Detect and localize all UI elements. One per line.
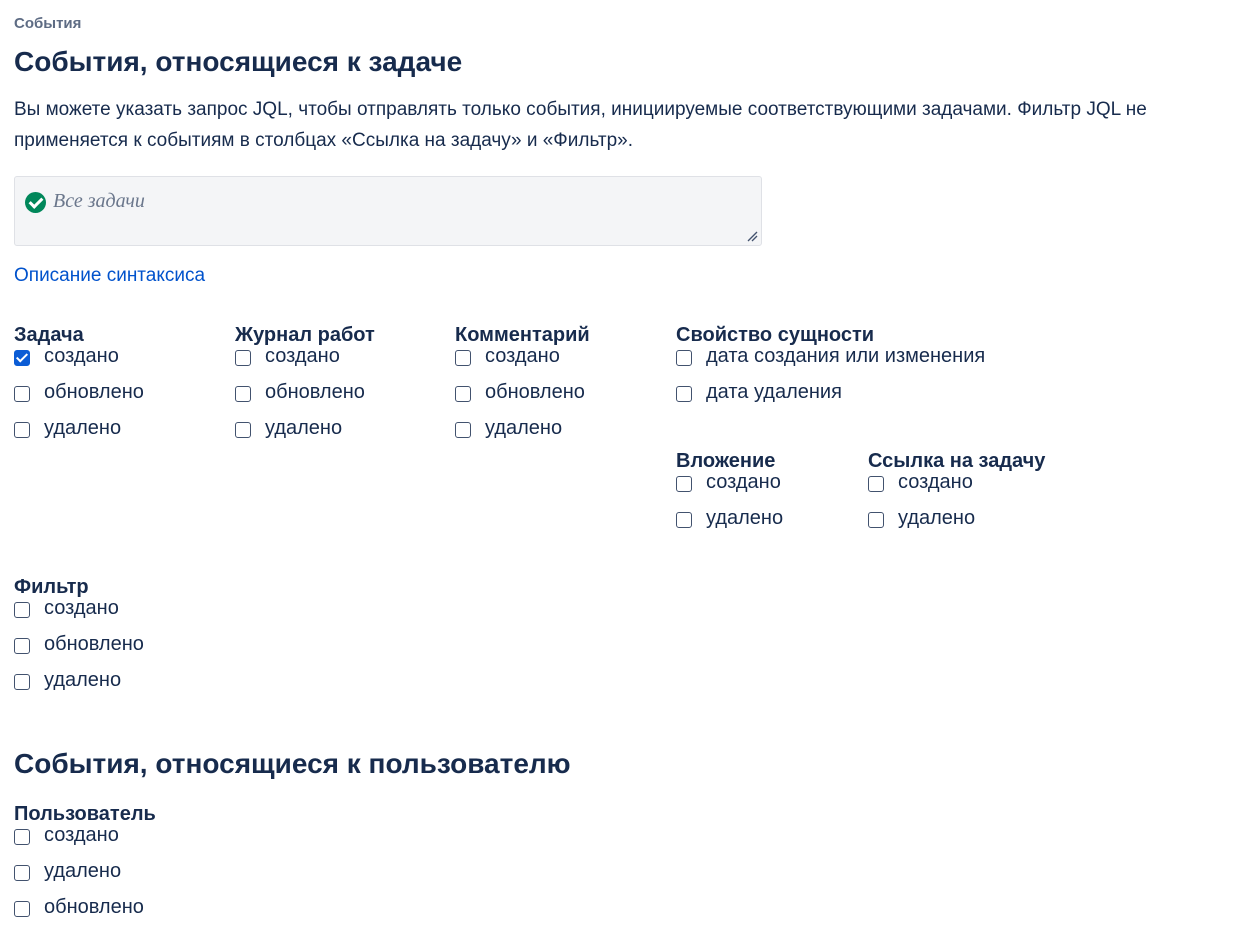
issue-events-heading: События, относящиеся к задаче [14,46,463,77]
checkbox[interactable] [676,476,692,492]
checkbox-row[interactable] [868,507,1045,548]
checkbox-label[interactable]: удалено [44,417,122,439]
section-label: События [14,15,82,32]
group-title: Свойство сущности [676,324,875,346]
group-worklog [235,320,375,458]
checkbox-label[interactable]: удалено [485,417,563,439]
checkbox-label[interactable]: создано [44,597,119,619]
checkbox-row[interactable] [14,669,144,710]
user-events-heading: События, относящиеся к пользователю [14,748,571,779]
checkbox-label[interactable]: обновлено [44,633,144,655]
checkbox-label[interactable]: обновлено [44,896,144,918]
checkbox-label[interactable]: создано [44,345,119,367]
checkbox-label[interactable]: удалено [898,507,976,529]
valid-check-icon [25,192,46,213]
group-comment [455,320,590,458]
checkbox-row[interactable] [676,507,784,548]
checkbox-row[interactable] [14,896,156,937]
checkbox[interactable] [676,350,692,366]
checkbox[interactable] [14,901,30,917]
checkbox-label[interactable]: создано [898,471,973,493]
checkbox-label[interactable]: удалено [44,860,122,882]
checkbox[interactable] [868,476,884,492]
group-title: Пользователь [14,803,156,825]
checkbox-label[interactable]: удалено [265,417,343,439]
checkbox-label[interactable]: создано [265,345,340,367]
checkbox[interactable] [455,422,471,438]
checkbox-label[interactable]: дата удаления [706,381,842,403]
checkbox[interactable] [14,829,30,845]
checkbox-row[interactable] [676,381,985,422]
checkbox[interactable] [14,602,30,618]
group-title: Вложение [676,450,776,472]
checkbox[interactable] [455,350,471,366]
group-title: Ссылка на задачу [868,450,1046,472]
checkbox[interactable] [14,422,30,438]
syntax-help-link[interactable]: Описание синтаксиса [14,265,206,286]
checkbox[interactable] [235,386,251,402]
checkbox[interactable] [676,386,692,402]
checkbox-label[interactable]: создано [706,471,781,493]
checkbox[interactable] [676,512,692,528]
group-filter [14,572,144,710]
jql-input-value: Все задачи [53,190,145,212]
checkbox-label[interactable]: создано [485,345,560,367]
checkbox[interactable] [14,674,30,690]
checkbox-label[interactable]: дата создания или изменения [706,345,986,367]
checkbox-checked[interactable] [14,350,30,366]
group-attachment [676,446,783,548]
checkbox[interactable] [14,865,30,881]
group-title: Фильтр [14,576,89,598]
checkbox-row[interactable] [235,417,375,458]
checkbox-row[interactable] [14,417,144,458]
checkbox-row[interactable] [455,417,590,458]
checkbox[interactable] [14,386,30,402]
group-title: Журнал работ [235,324,375,346]
jql-input[interactable] [14,176,762,246]
group-user [14,799,156,937]
checkbox-label[interactable]: обновлено [265,381,365,403]
group-entity-property [676,320,985,422]
group-issue [14,320,144,458]
group-title: Комментарий [455,324,590,346]
group-issue-link [868,446,1045,548]
checkbox[interactable] [868,512,884,528]
checkbox-label[interactable]: создано [44,824,119,846]
checkbox-label[interactable]: удалено [706,507,784,529]
jql-description: Вы можете указать запрос JQL, чтобы отправлять только события, инициируемые соответствующими задачами. Фильтр JQL не применяется к событиям в столбцах «Ссылка на задачу» и «Фильтр». [14,99,1147,151]
checkbox[interactable] [14,638,30,654]
resize-grip-icon[interactable] [746,230,758,242]
checkbox[interactable] [455,386,471,402]
checkbox[interactable] [235,422,251,438]
checkbox-label[interactable]: обновлено [44,381,144,403]
checkbox[interactable] [235,350,251,366]
group-title: Задача [14,324,84,346]
checkbox-label[interactable]: обновлено [485,381,585,403]
checkbox-label[interactable]: удалено [44,669,122,691]
